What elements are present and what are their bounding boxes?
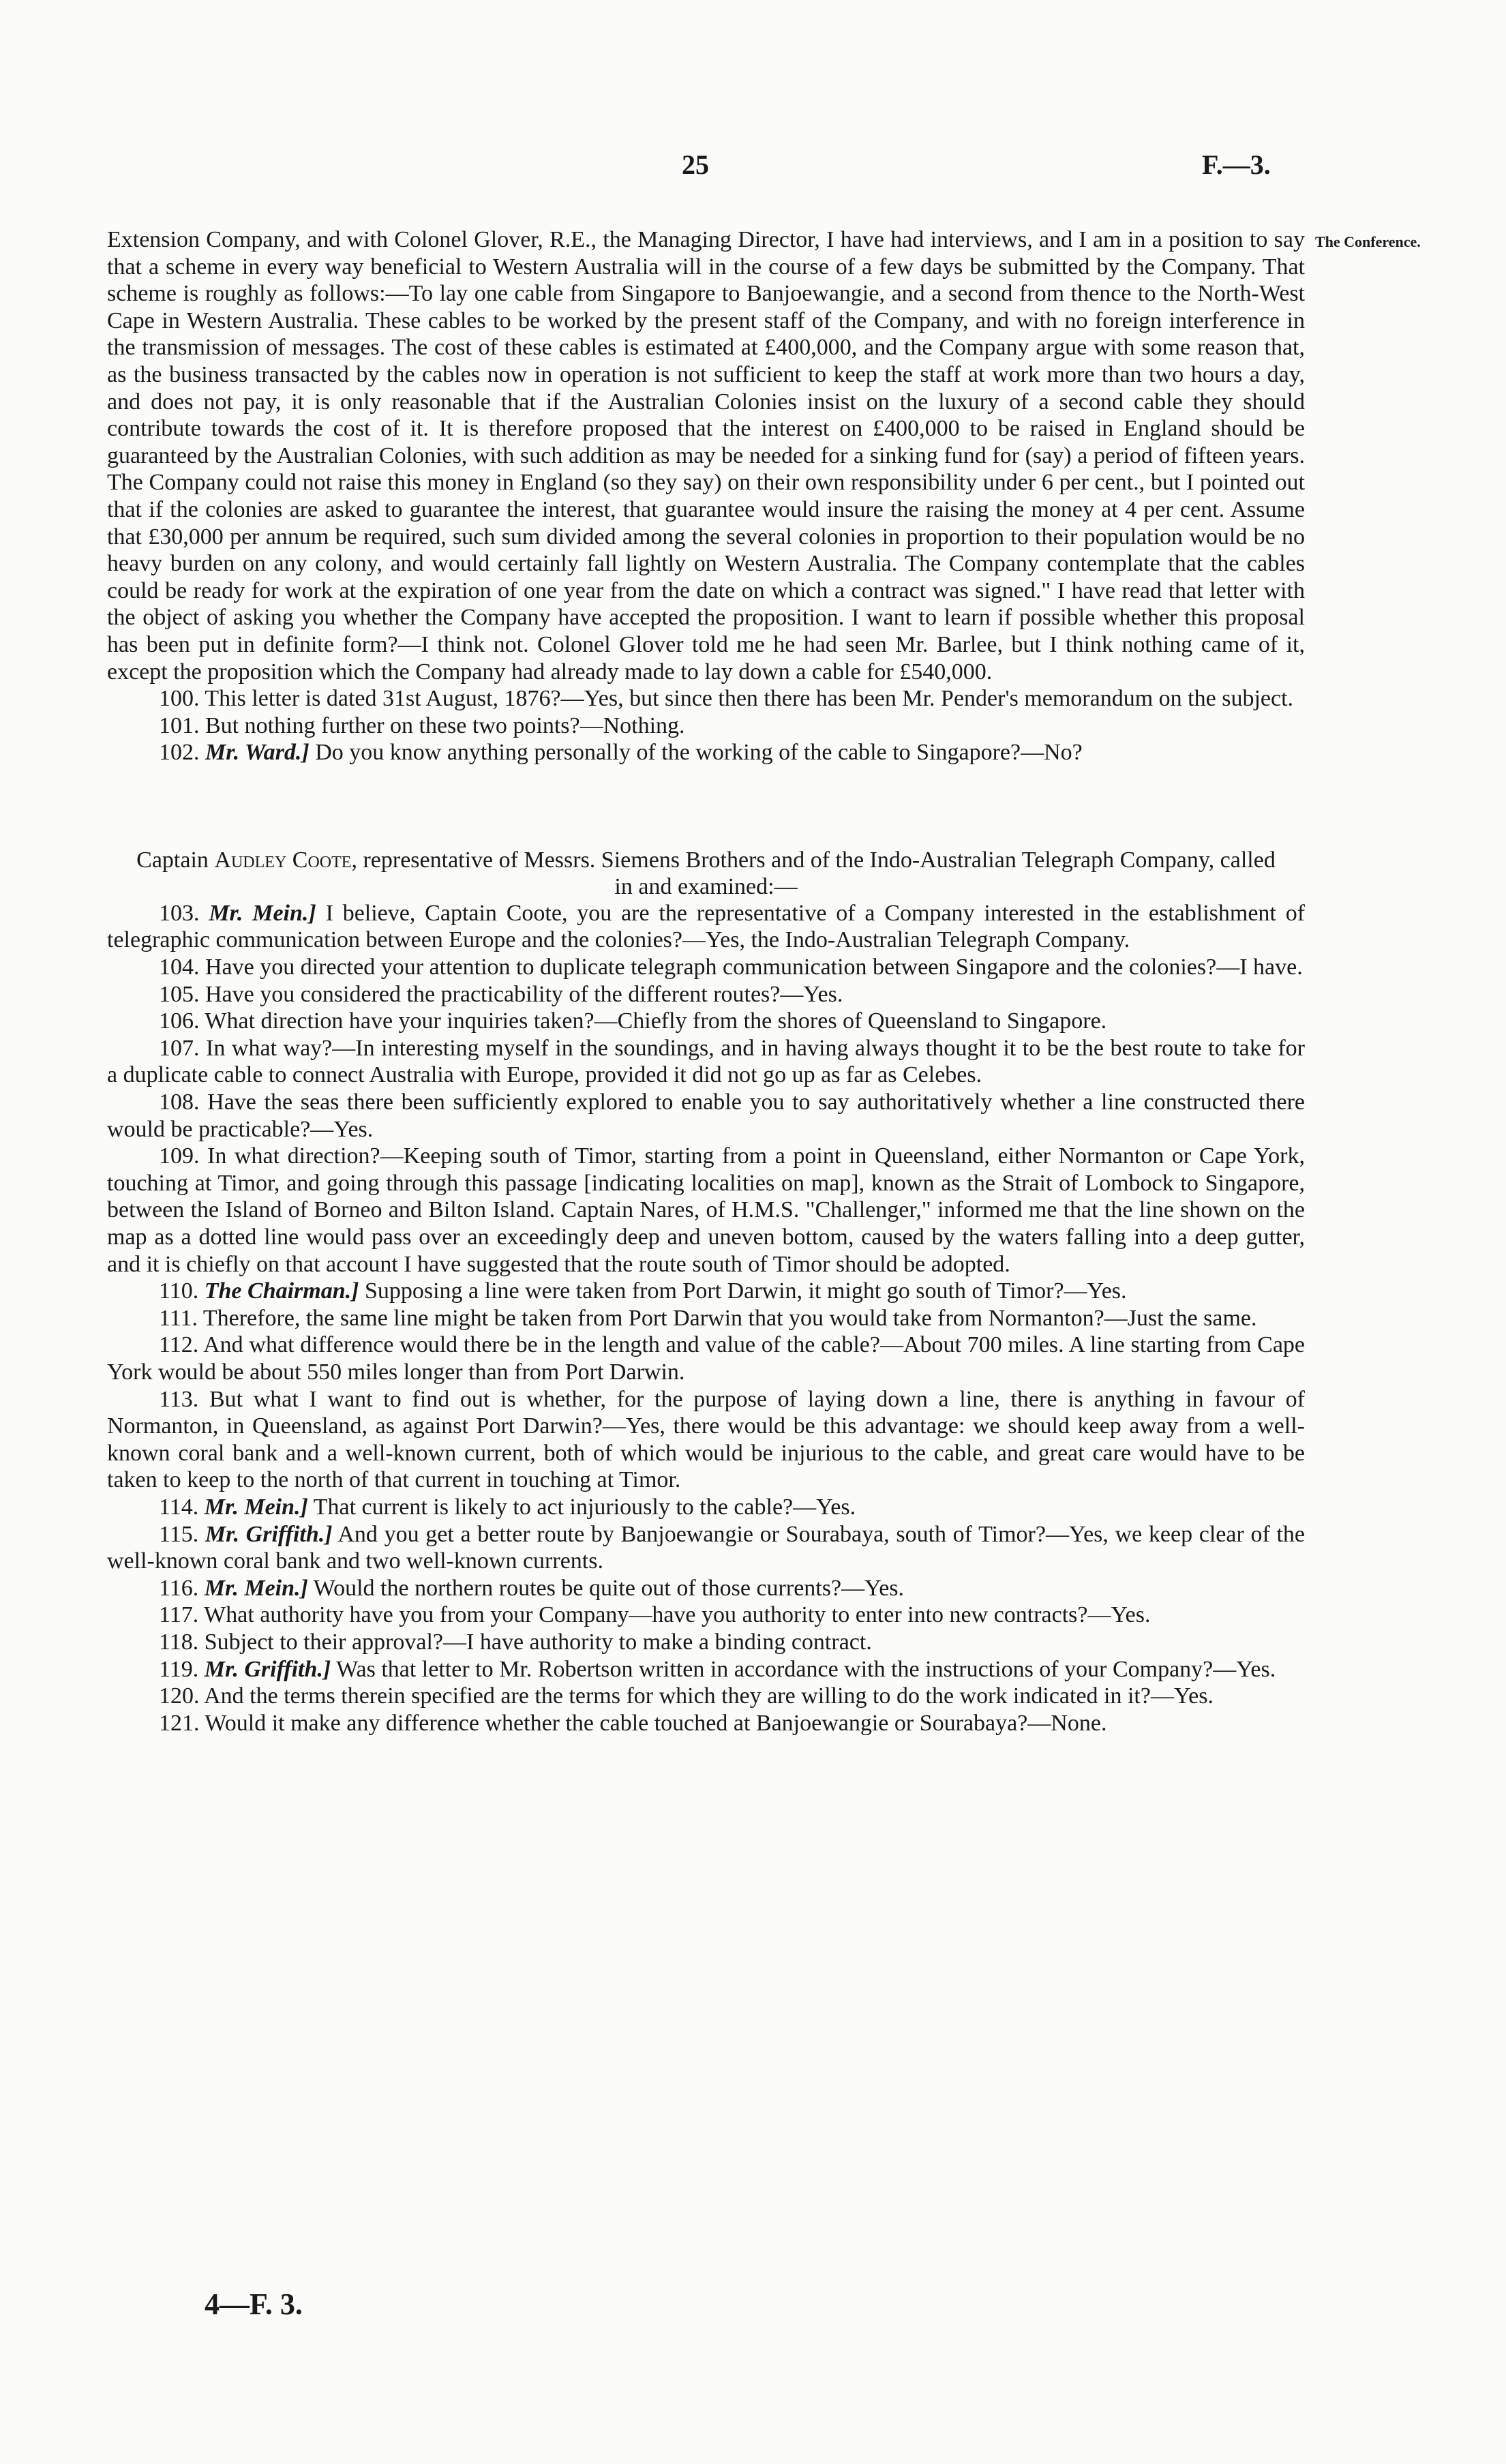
question-number: 105.	[159, 981, 200, 1007]
question-text: Have the seas there been sufficiently explored to enable you to say authoritatively whether a line constructed there would be practicable?—Yes.	[107, 1090, 1305, 1142]
witness-title: Captain	[136, 847, 209, 873]
question-item	[107, 1602, 1305, 1629]
question-text: Have you directed your attention to duplicate telegraph communication between Singapore and the colonies?—I have.	[205, 955, 1303, 980]
question-number: 117.	[159, 1602, 199, 1628]
question-text: And the terms therein specified are the terms for which they are willing to do the work indicated in it?—Yes.	[204, 1683, 1214, 1709]
question-text: And you get a better route by Banjoewangie or Sourabaya, south of Timor?—Yes, we keep clear of the well-known coral bank and two well-known currents.	[107, 1521, 1305, 1574]
question-item	[107, 739, 1305, 766]
question-item	[107, 1521, 1305, 1575]
question-item	[107, 981, 1305, 1008]
question-text: But nothing further on these two points?—Nothing.	[205, 712, 685, 738]
question-number: 115.	[159, 1521, 199, 1547]
question-text: That current is likely to act injuriously to the cable?—Yes.	[313, 1494, 856, 1520]
question-text: And what difference would there be in the length and value of the cable?—About 700 miles. A line starting from Cape York would be about 550 miles longer than from Port Darwin.	[107, 1332, 1305, 1385]
question-item	[107, 1683, 1305, 1710]
question-number: 101.	[159, 712, 200, 738]
question-text: What direction have your inquiries taken?—Chiefly from the shores of Queensland to Singapore.	[205, 1008, 1107, 1034]
question-item	[107, 1575, 1305, 1602]
question-number: 113.	[159, 1386, 199, 1412]
question-text: In what direction?—Keeping south of Timor, starting from a point in Queensland, either Normanton or Cape York, touching at Timor, and going through this passage [indicating localities on map], known as the Strait of Lombock to Singapore, between the Island of Borneo and Bilton Island. Captain Nares, of H.M.S. "Challenger," informed me that the line shown on the map as a dotted line would pass over an exceedingly deep and uneven bottom, caused by the waters falling into a deep gutter, and it is chiefly on that account I have suggested that the route south of Timor should be adopted.	[107, 1143, 1306, 1277]
question-text: Subject to their approval?—I have authority to make a binding contract.	[204, 1629, 872, 1655]
question-text: Would it make any difference whether the cable touched at Banjoewangie or Sourabaya?—None.	[205, 1710, 1107, 1736]
speaker-label: Mr. Mein.]	[204, 1494, 308, 1520]
intro-paragraph: Extension Company, and with Colonel Glover, R.E., the Managing Director, I have had interviews, and I am in a position to say that a scheme in every way beneficial to Western Australia will in the course of a few days be submitted by the Company. That scheme is roughly as follows:—To lay one cable from Singapore to Banjoewangie, and a second from thence to the North-West Cape in Western Australia. These cables to be worked by the present staff of the Company, and with no foreign interference in the transmission of messages. The cost of these cables is estimated at £400,000, and the Company argue with some reason that, as the business transacted by the cables now in operation is not sufficient to keep the staff at work more than two hours a day, and does not pay, it is only reasonable that if the Australian Colonies insist on the luxury of a second cable they should contribute towards the cost of it. It is therefore proposed that the interest on £400,000 to be raised in England should be guaranteed by the Australian Colonies, with such addition as may be needed for a sinking fund for (say) a period of fifteen years. The Company could not raise this money in England (so they say) on their own responsibility under 6 per cent., but I pointed out that if the colonies are asked to guarantee the interest, that guarantee would insure the raising the money at 4 per cent. Assume that £30,000 per annum be required, such sum divided among the several colonies in proportion to their population would be no heavy burden on any colony, and would certainly fall lightly on Western Australia. The Company contemplate that the cables could be ready for work at the expiration of one year from the date on which a contract was signed." I have read that letter with the object of asking you whether the Company have accepted the proposition. I want to learn if possible whether this proposal has been put in definite form?—I think not. Colonel Glover told me he had seen Mr. Barlee, but I think nothing came of it, except the proposition which the Company had already made to lay down a cable for £540,000.	[107, 227, 1305, 685]
document-id: F.—3.	[1202, 149, 1271, 180]
question-number: 110.	[159, 1278, 199, 1304]
question-item	[107, 1629, 1305, 1656]
witness-description: , representative of Messrs. Siemens Brothers and of the Indo-Australian Telegraph Company, called in and examined:—	[351, 847, 1276, 899]
question-text: Do you know anything personally of the working of the cable to Singapore?—No?	[315, 740, 1083, 766]
question-item	[107, 1278, 1305, 1305]
question-text: What authority have you from your Company—have you authority to enter into new contracts?—Yes.	[204, 1602, 1151, 1628]
margin-note: The Conference.	[1315, 233, 1421, 250]
question-number: 121.	[159, 1710, 200, 1736]
question-text: I believe, Captain Coote, you are the representative of a Company interested in the establishment of telegraphic communication between Europe and the colonies?—Yes, the Indo-Australian Telegraph Company.	[107, 900, 1306, 953]
question-text: But what I want to find out is whether, for the purpose of laying down a line, there is anything in favour of Normanton, in Queensland, as against Port Darwin?—Yes, there would be this advantage: we should keep away from a well-known coral bank and a well-known current, both of which would be injurious to the cable, and great care would have to be taken to keep to the north of that current in touching at Timor.	[107, 1386, 1306, 1493]
question-number: 114.	[159, 1494, 199, 1520]
question-number: 109.	[159, 1143, 200, 1169]
question-item	[107, 1386, 1305, 1494]
questions-section-1	[107, 685, 1305, 766]
question-number: 104.	[159, 955, 200, 980]
question-number: 111.	[159, 1305, 198, 1331]
question-item	[107, 1305, 1305, 1332]
question-item	[107, 1143, 1305, 1278]
witness-name: Audley Coote	[214, 847, 352, 873]
document-body	[107, 226, 1305, 1737]
question-number: 118.	[159, 1629, 199, 1655]
speaker-label: Mr. Mein.]	[209, 900, 316, 926]
question-number: 100.	[159, 686, 200, 712]
question-number: 112.	[159, 1332, 199, 1358]
speaker-label: Mr. Ward.]	[205, 740, 310, 766]
question-item	[107, 900, 1305, 954]
question-text: In what way?—In interesting myself in the soundings, and in having always thought it to be the best route to take for a duplicate cable to connect Australia with Europe, provided it did not go up as far as Celebes.	[107, 1035, 1305, 1088]
question-text: Supposing a line were taken from Port Darwin, it might go south of Timor?—Yes.	[364, 1278, 1127, 1304]
question-text: Was that letter to Mr. Robertson written in accordance with the instructions of your Company?—Yes.	[336, 1656, 1276, 1682]
question-item	[107, 1035, 1305, 1089]
speaker-label: Mr. Mein.]	[204, 1575, 308, 1601]
speaker-label: Mr. Griffith.]	[204, 1656, 331, 1682]
question-item	[107, 954, 1305, 981]
section-gap	[107, 766, 1305, 847]
question-number: 120.	[159, 1683, 200, 1709]
speaker-label: The Chairman.]	[204, 1278, 359, 1304]
witness-heading	[107, 847, 1305, 900]
question-item	[107, 1656, 1305, 1683]
question-item	[107, 685, 1305, 712]
question-text: This letter is dated 31st August, 1876?—Yes, but since then there has been Mr. Pender's memorandum on the subject.	[205, 686, 1294, 712]
question-number: 108.	[159, 1090, 200, 1115]
question-text: Therefore, the same line might be taken from Port Darwin that you would take from Normanton?—Just the same.	[202, 1305, 1257, 1331]
speaker-label: Mr. Griffith.]	[205, 1521, 333, 1547]
question-item	[107, 1494, 1305, 1521]
question-item	[107, 712, 1305, 740]
question-number: 106.	[159, 1008, 200, 1034]
question-number: 102.	[159, 740, 200, 766]
question-item	[107, 1008, 1305, 1035]
question-number: 116.	[159, 1575, 199, 1601]
questions-section-2	[107, 900, 1305, 1737]
question-item	[107, 1089, 1305, 1143]
question-number: 107.	[159, 1035, 200, 1061]
page-number: 25	[682, 149, 709, 180]
question-number: 103.	[159, 900, 200, 926]
question-number: 119.	[159, 1656, 199, 1682]
page-header	[0, 149, 1506, 190]
question-item	[107, 1332, 1305, 1385]
signature-mark: 4—F. 3.	[205, 2287, 303, 2321]
question-text: Would the northern routes be quite out of those currents?—Yes.	[313, 1575, 905, 1601]
question-text: Have you considered the practicability of the different routes?—Yes.	[205, 981, 843, 1007]
question-item	[107, 1710, 1305, 1737]
